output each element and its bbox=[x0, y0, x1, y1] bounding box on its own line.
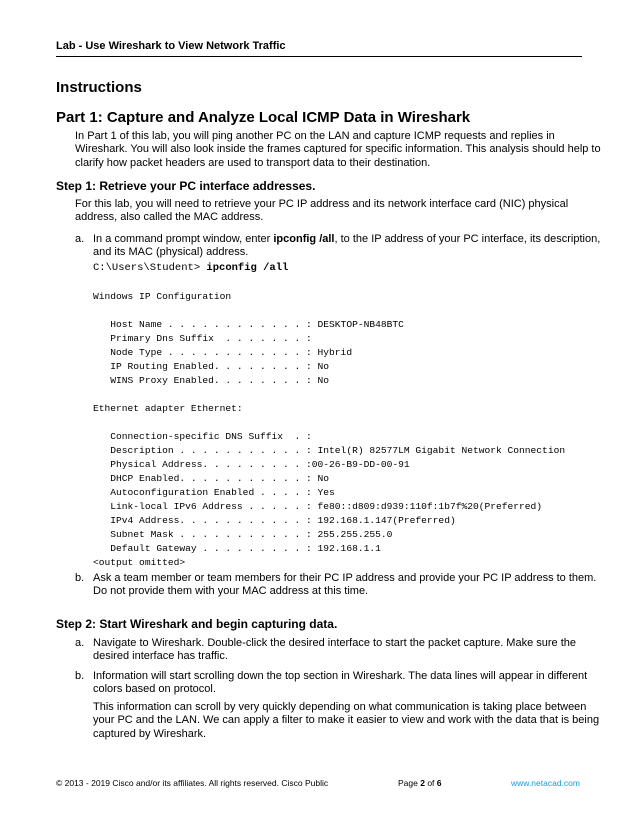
step2-paragraph-line: This information can scroll by very quickly depending on what communication is taking place between bbox=[93, 701, 587, 713]
part1-intro-line: Wireshark. You will also look inside the frames captured for specific information. This analysis should help to bbox=[75, 143, 601, 156]
step2-paragraph-line: your PC and the LAN. We can apply a filter to make it easier to view and work with the data that is being bbox=[93, 714, 600, 727]
step2-paragraph-line: captured by Wireshark. bbox=[93, 727, 207, 740]
output-line: Subnet Mask . . . . . . . . . . . : 255.255.255.0 bbox=[93, 529, 393, 540]
command-prompt bbox=[93, 262, 288, 274]
step1-intro-line: For this lab, you will need to retrieve your PC IP address and its network interface card (NIC) physical bbox=[75, 198, 569, 210]
ipconfig-output bbox=[93, 290, 565, 570]
step2-b-text bbox=[93, 670, 587, 697]
output-line: IPv4 Address. . . . . . . . . . . : 192.168.1.147(Preferred) bbox=[93, 515, 456, 526]
output-line: Description . . . . . . . . . . . : Intel(R) 82577LM Gigabit Network Connection bbox=[93, 445, 566, 456]
step2-b-label: b. bbox=[75, 670, 85, 682]
footer-copyright: © 2013 - 2019 Cisco and/or its affiliates. All rights reserved. Cisco Public bbox=[56, 778, 329, 788]
step1-intro-line: address, also called the MAC address. bbox=[75, 211, 264, 224]
part1-intro-line: clarify how packet headers are used to transport data to their destination. bbox=[75, 156, 431, 169]
footer-page-number bbox=[398, 778, 442, 788]
output-line: DHCP Enabled. . . . . . . . . . . : No bbox=[93, 473, 330, 484]
step2-a-line: desired interface has traffic. bbox=[93, 650, 228, 663]
step1-a-line2: and its MAC (physical) address. bbox=[93, 246, 249, 259]
step2-b-line: Information will start scrolling down the top section in Wireshark. The data lines will appear in different bbox=[93, 670, 588, 682]
step1-a-cmd: ipconfig /all bbox=[273, 233, 335, 245]
output-line: IP Routing Enabled. . . . . . . . : No bbox=[93, 361, 330, 372]
step1-heading: Step 1: Retrieve your PC interface addresses. bbox=[56, 179, 316, 193]
instructions-heading: Instructions bbox=[56, 79, 142, 96]
output-line: Node Type . . . . . . . . . . . . : Hybrid bbox=[93, 347, 353, 358]
page-of: of bbox=[424, 778, 437, 788]
step1-a-text bbox=[93, 233, 600, 260]
output-line: WINS Proxy Enabled. . . . . . . . : No bbox=[93, 375, 330, 386]
step1-a-label: a. bbox=[75, 233, 85, 245]
output-line: Physical Address. . . . . . . . . :00-26-B9-DD-00-91 bbox=[93, 459, 410, 470]
output-line: Windows IP Configuration bbox=[93, 291, 232, 302]
footer-link[interactable]: www.netacad.com bbox=[511, 778, 580, 788]
output-line: Link-local IPv6 Address . . . . . : fe80::d809:d939:110f:1b7f%20(Preferred) bbox=[93, 501, 543, 512]
part1-heading: Part 1: Capture and Analyze Local ICMP Data in Wireshark bbox=[56, 109, 471, 126]
page-header: Lab - Use Wireshark to View Network Traffic bbox=[56, 40, 582, 57]
part1-intro-line: In Part 1 of this lab, you will ping another PC on the LAN and capture ICMP requests and replies in bbox=[75, 130, 555, 142]
step2-a-text bbox=[93, 637, 576, 664]
prompt-path: C:\Users\Student> bbox=[93, 262, 207, 274]
output-line: Host Name . . . . . . . . . . . . : DESKTOP-NB48BTC bbox=[93, 319, 404, 330]
output-line bbox=[93, 388, 565, 402]
page-prefix: Page bbox=[398, 778, 421, 788]
step2-a-line: Navigate to Wireshark. Double-click the desired interface to start the packet capture. Make sure the bbox=[93, 637, 577, 649]
step1-b-line: Ask a team member or team members for their PC IP address and provide your PC IP address to them. bbox=[93, 572, 597, 584]
step1-intro bbox=[75, 198, 568, 225]
output-line: Ethernet adapter Ethernet: bbox=[93, 403, 243, 414]
page-total: 6 bbox=[436, 778, 442, 788]
output-line: Connection-specific DNS Suffix . : bbox=[93, 431, 312, 442]
part1-intro bbox=[75, 130, 601, 170]
output-line bbox=[93, 304, 565, 318]
output-line: Default Gateway . . . . . . . . . : 192.168.1.1 bbox=[93, 543, 381, 554]
step1-a-post: , to the IP address of your PC interface, its description, bbox=[334, 233, 601, 245]
prompt-command: ipconfig /all bbox=[206, 262, 289, 274]
output-line: Primary Dns Suffix . . . . . . . : bbox=[93, 333, 312, 344]
output-line: Autoconfiguration Enabled . . . . : Yes bbox=[93, 487, 335, 498]
step1-b-line: Do not provide them with your MAC address at this time. bbox=[93, 585, 369, 598]
step2-b-line: colors based on protocol. bbox=[93, 683, 216, 696]
output-line bbox=[93, 416, 565, 430]
step1-b-label: b. bbox=[75, 572, 85, 584]
step1-b-text bbox=[93, 572, 596, 599]
step1-a-pre: In a command prompt window, enter bbox=[93, 233, 274, 245]
step2-paragraph bbox=[93, 701, 599, 741]
output-line: <output omitted> bbox=[93, 557, 186, 568]
step2-heading: Step 2: Start Wireshark and begin capturing data. bbox=[56, 617, 338, 631]
step2-a-label: a. bbox=[75, 637, 85, 649]
page-current: 2 bbox=[420, 778, 425, 788]
